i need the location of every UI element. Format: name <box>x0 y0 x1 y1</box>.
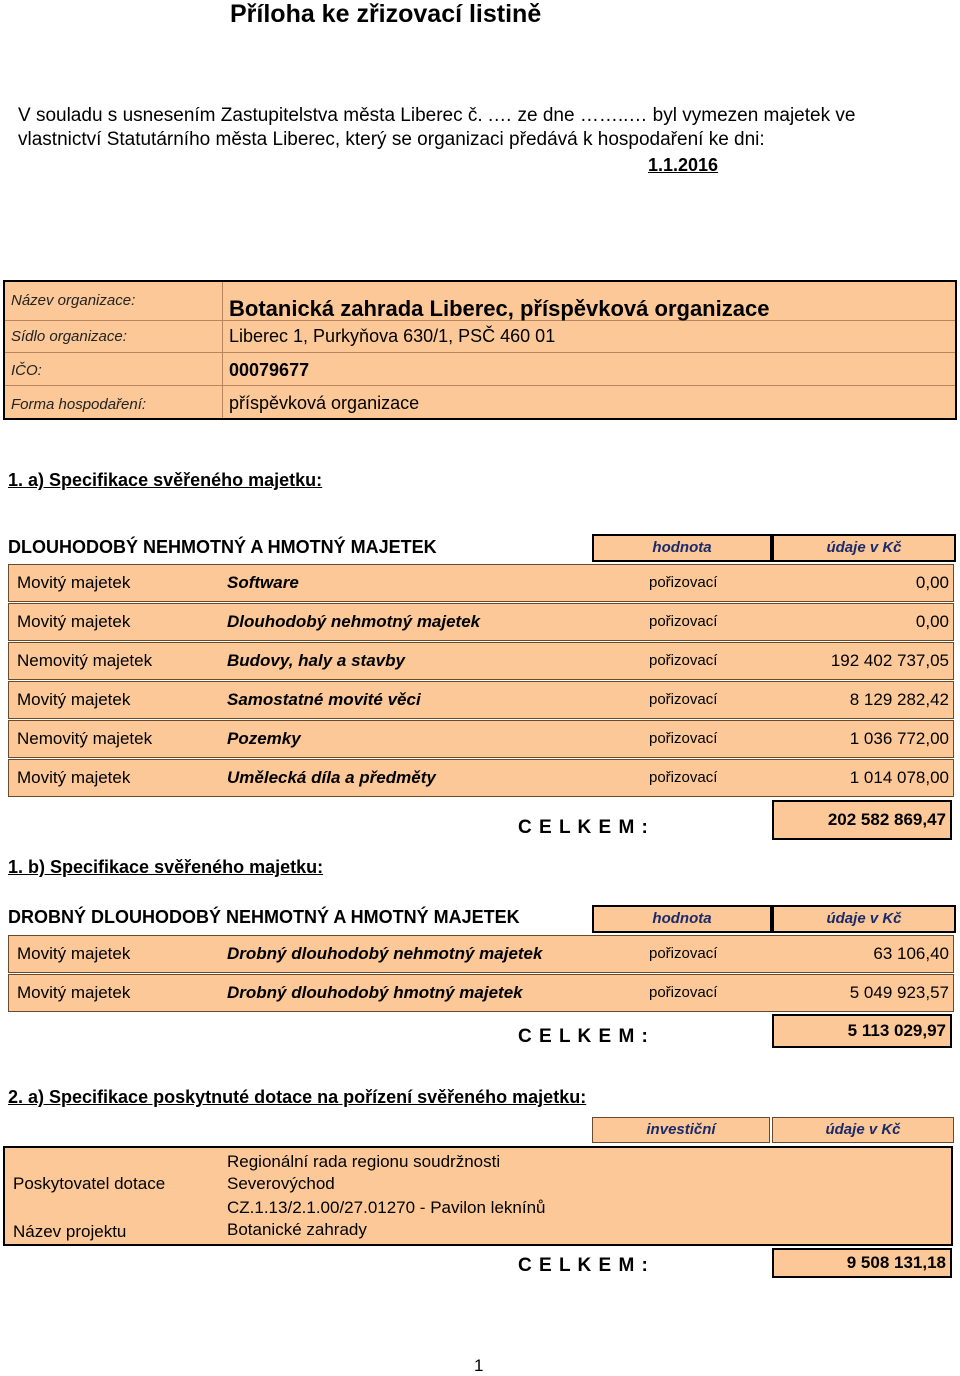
table-row: Movitý majetek Dlouhodobý nehmotný majetek pořizovací 0,00 <box>8 603 954 641</box>
section-1b-table-title: DROBNÝ DLOUHODOBÝ NEHMOTNÝ A HMOTNÝ MAJETEK <box>8 907 520 927</box>
section-1b-total-label: C E L K E M : <box>518 1026 649 1047</box>
intro-line-2: vlastnictví Statutárního města Liberec, který se organizaci předává k hospodaření ke dni: <box>18 129 765 150</box>
col-units: údaje v Kč <box>772 534 956 562</box>
table-row: Nemovitý majetek Pozemky pořizovací 1 036 772,00 <box>8 720 954 758</box>
col-units-2a: údaje v Kč <box>772 1117 954 1143</box>
table-row: Movitý majetek Drobný dlouhodobý hmotný majetek pořizovací 5 049 923,57 <box>8 974 954 1012</box>
table-row: Movitý majetek Samostatné movité věci pořizovací 8 129 282,42 <box>8 681 954 719</box>
section-1a-table-title: DLOUHODOBÝ NEHMOTNÝ A HMOTNÝ MAJETEK <box>8 537 437 557</box>
org-name-value: Botanická zahrada Liberec, příspěvková organizace <box>229 296 770 321</box>
project-value-line1: CZ.1.13/2.1.00/27.01270 - Pavilon leknínů <box>227 1198 546 1217</box>
col-hodnota-1b: hodnota <box>592 905 772 933</box>
org-divider <box>222 282 223 418</box>
col-units-1b: údaje v Kč <box>772 905 956 933</box>
page-number: 1 <box>474 1356 484 1375</box>
section-2a-total-value: 9 508 131,18 <box>772 1248 952 1278</box>
provider-value-line1: Regionální rada regionu soudržnosti <box>227 1152 501 1171</box>
col-hodnota: hodnota <box>592 534 772 562</box>
section-2a-total-label: C E L K E M : <box>518 1255 649 1276</box>
provider-value-line2: Severovýchod <box>227 1174 335 1193</box>
org-form-value: příspěvková organizace <box>229 393 420 413</box>
page-title: Příloha ke zřizovací listině <box>230 0 542 28</box>
org-ico-value: 00079677 <box>229 360 310 380</box>
col-investicni: investiční <box>592 1117 770 1143</box>
table-row: Movitý majetek Software pořizovací 0,00 <box>8 564 954 602</box>
grant-box <box>3 1146 953 1246</box>
org-seat-value: Liberec 1, Purkyňova 630/1, PSČ 460 01 <box>229 326 556 346</box>
provider-label: Poskytovatel dotace <box>13 1174 166 1193</box>
section-2a-heading: 2. a) Specifikace poskytnuté dotace na pořízení svěřeného majetku: <box>8 1087 587 1107</box>
project-label: Název projektu <box>13 1222 127 1241</box>
section-1b-heading: 1. b) Specifikace svěřeného majetku: <box>8 857 324 877</box>
section-1a-heading: 1. a) Specifikace svěřeného majetku: <box>8 470 323 490</box>
org-name-label: Název organizace: <box>11 292 136 309</box>
org-seat-label: Sídlo organizace: <box>11 328 127 345</box>
org-ico-label: IČO: <box>11 362 42 379</box>
section-1b-total-value: 5 113 029,97 <box>772 1014 952 1048</box>
handover-date: 1.1.2016 <box>648 155 719 175</box>
table-row: Movitý majetek Umělecká díla a předměty pořizovací 1 014 078,00 <box>8 759 954 797</box>
section-1a-total-label: C E L K E M : <box>518 817 649 838</box>
project-value-line2: Botanické zahrady <box>227 1220 367 1239</box>
intro-line-1: V souladu s usnesením Zastupitelstva města Liberec č. .… ze dne ……..… byl vymezen majetek ve <box>18 105 856 126</box>
section-1a-total-value: 202 582 869,47 <box>772 800 952 840</box>
organization-box <box>3 280 957 420</box>
table-row: Movitý majetek Drobný dlouhodobý nehmotný majetek pořizovací 63 106,40 <box>8 935 954 973</box>
table-row: Nemovitý majetek Budovy, haly a stavby pořizovací 192 402 737,05 <box>8 642 954 680</box>
org-form-label: Forma hospodaření: <box>11 396 147 413</box>
